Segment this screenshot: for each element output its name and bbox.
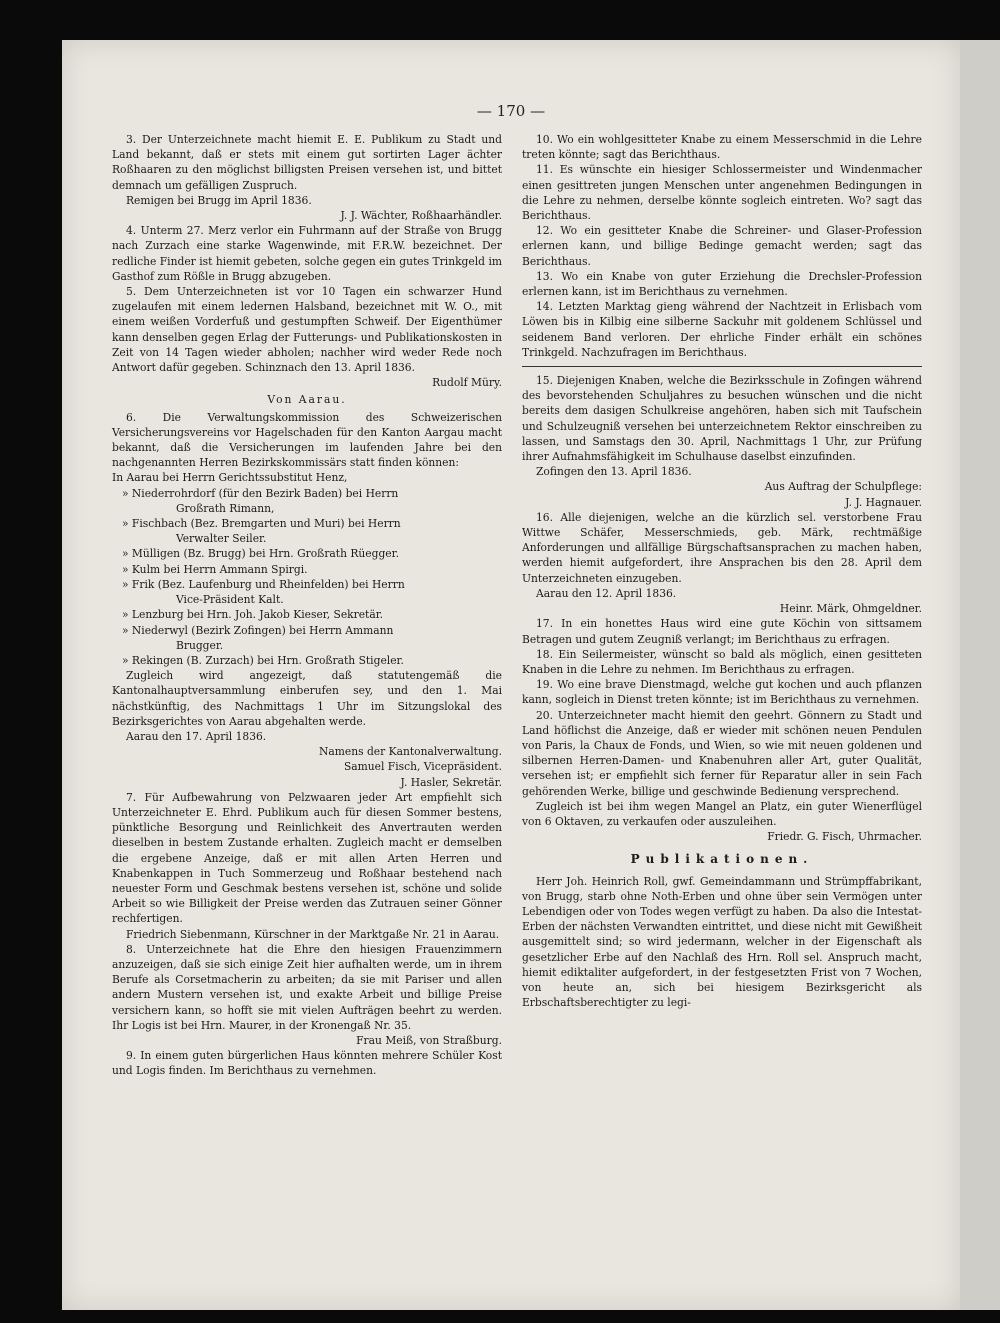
location-line: » Fischbach (Bez. Bremgarten und Muri) bei Herrn <box>122 517 401 531</box>
notice-13: 13. Wo ein Knabe von guter Erziehung die Drechsler-Profession erlernen kann, ist im Berichthaus zu vernehmen. <box>522 269 922 299</box>
notice-8-signature: Frau Meiß, von Straßburg. <box>356 1033 502 1047</box>
notice-16: 16. Alle diejenigen, welche an die kürzlich sel. verstorbene Frau Wittwe Schäfer, Messerschmieds, geb. Märk, rechtmäßige Anforderungen und allfällige Bürgschaftsansprachen zu machen haben, werden hiemit aufgefordert, ihre Ansprachen bis den 28. April dem Unterzeichneten einzugeben. <box>522 510 922 585</box>
notice-12: 12. Wo ein gesitteter Knabe die Schreiner- und Glaser-Profession erlernen kann, und billige Bedinge gemacht werden; sagt das Berichthaus. <box>522 224 922 268</box>
notice-15-signature: J. J. Hagnauer. <box>845 495 922 509</box>
notice-6-closing: Zugleich wird angezeigt, daß statutengemäß die Kantonalhauptversammlung einberufen sey, und den 1. Mai nächstkünftig, des Nachmittags 1 Uhr im Sitzungslokal des Bezirksgerichtes von Aarau abgehalten werde. <box>112 669 502 728</box>
notice-19: 19. Wo eine brave Dienstmagd, welche gut kochen und auch pflanzen kann, sogleich in Dienst treten könnte; ist im Berichthaus zu vernehmen. <box>522 678 922 707</box>
document-page <box>62 40 960 1310</box>
notice-6-signature: Namens der Kantonalverwaltung. <box>319 745 502 759</box>
notice-16-date: Aarau den 12. April 1836. <box>536 586 677 600</box>
notice-16-signature: Heinr. Märk, Ohmgeldner. <box>779 602 922 616</box>
notice-18: 18. Ein Seilermeister, wünscht so bald als möglich, einen gesitteten Knaben in die Lehre zu nehmen. Im Berichthaus zu erfragen. <box>522 647 922 676</box>
notice-6-in-aarau: In Aarau bei Herrn Gerichtssubstitut Henz, <box>112 471 348 485</box>
adjacent-page-edge <box>960 40 1000 1310</box>
location-line: Brugger. <box>176 638 224 652</box>
notice-20-extra: Zugleich ist bei ihm wegen Mangel an Platz, ein guter Wienerflügel von 6 Oktaven, zu verkaufen oder auszuleihen. <box>522 799 922 828</box>
section-von-aarau: Von Aarau. <box>267 393 347 407</box>
section-divider <box>522 366 922 367</box>
notice-6-signature: Samuel Fisch, Vicepräsident. <box>343 760 502 774</box>
notice-3: 3. Der Unterzeichnete macht hiemit E. E. Publikum zu Stadt und Land bekannt, daß er stets mit einem gut sortirten Lager ächter Roßhaaren zu den möglichst billigsten Preisen versehen ist, und bittet demnach um gefälligen Zuspruch. <box>112 133 502 192</box>
notice-5: 5. Dem Unterzeichneten ist vor 10 Tagen ein schwarzer Hund zugelaufen mit einem ledernen Halsband, bezeichnet mit W. O., mit einem weißen Vorderfuß und gestumpften Schweif. Der Eigenthümer kann denselben gegen Erlag der Futterungs- und Publikationskosten in Zeit von 14 Tagen wieder abholen; nachher wird weder Rede noch Antwort dafür gegeben. Schinznach den 13. April 1836. <box>112 285 502 375</box>
page-number: — 170 — <box>476 102 546 120</box>
notice-15: 15. Diejenigen Knaben, welche die Bezirksschule in Zofingen während des bevorstehenden Schuljahres zu besuchen wünschen und die nicht bereits dem dasigen Schulkreise angehören, haben sich mit Taufschein und Schulzeugniß versehen bei unterzeichnetem Rektor einschreiben zu lassen, und Samstags den 30. April, Nachmittags 1 Uhr, zur Prüfung ihrer Aufnahmsfähigkeit im Schulhause daselbst einzufinden. <box>522 374 922 464</box>
notice-9: 9. In einem guten bürgerlichen Haus könnten mehrere Schüler Kost und Logis finden. Im Berichthaus zu vernehmen. <box>112 1049 502 1078</box>
location-line: » Frik (Bez. Laufenburg und Rheinfelden) bei Herrn <box>122 577 405 591</box>
notice-3-date: Remigen bei Brugg im April 1836. <box>126 193 312 207</box>
location-line: » Rekingen (B. Zurzach) bei Hrn. Großrath Stigeler. <box>122 653 404 667</box>
location-line: » Niederrohrdorf (für den Bezirk Baden) bei Herrn <box>122 486 399 500</box>
notice-7: 7. Für Aufbewahrung von Pelzwaaren jeder Art empfiehlt sich Unterzeichneter E. Ehrd. Publikum auch für diesen Sommer bestens, pünktliche Besorgung und Reinlichkeit des Anvertrauten werden dieselben in bestem Zustande erhalten. Zugleich macht er demselben die ergebene Anzeige, daß er mit allen Arten Herren und Knabenkappen in Tuch Sommerzeug und Roßhaar bestehend nach neuester Form und Geschmak bestens versehen ist, schöne und solide Arbeit so wie Billigkeit der Preise werden das Zutrauen seiner Gönner rechfertigen. <box>112 790 502 926</box>
notice-15-date: Zofingen den 13. April 1836. <box>536 465 692 479</box>
location-line: » Niederwyl (Bezirk Zofingen) bei Herrn Ammann <box>122 623 394 637</box>
notice-20: 20. Unterzeichneter macht hiemit den geehrt. Gönnern zu Stadt und Land höflichst die Anzeige, daß er wieder mit schönen neuen Pendulen von Paris, la Chaux de Fonds, und Wien, so wie mit neuen goldenen und silbernen Herren-Damen- und Knabenuhren aller Art, guter Qualität, versehen ist; er empfiehlt sich ferner für Reparatur aller in sein Fach gehörenden Werke, billige und geschwinde Bedienung versprechend. <box>522 708 922 798</box>
location-line: Großrath Rimann, <box>176 501 275 515</box>
location-line: » Lenzburg bei Hrn. Joh. Jakob Kieser, Sekretär. <box>122 608 384 622</box>
right-column <box>522 132 922 1010</box>
notice-11: 11. Es wünschte ein hiesiger Schlossermeister und Windenmacher einen gesittreten jungen Menschen unter angenehmen Bedingungen in die Lehre zu nehmen, derselbe könnte sogleich eintreten. Wo? sagt das Berichthaus. <box>522 163 922 223</box>
location-line: Verwalter Seiler. <box>176 532 267 546</box>
notice-6-signature: J. Hasler, Sekretär. <box>400 775 502 789</box>
notice-15-signature: Aus Auftrag der Schulpflege: <box>764 480 922 494</box>
notice-6-date: Aarau den 17. April 1836. <box>126 729 267 743</box>
notice-8: 8. Unterzeichnete hat die Ehre den hiesigen Frauenzimmern anzuzeigen, daß sie sich einige Zeit hier aufhalten werde, um in ihrem Berufe als Corsetmacherin zu arbeiten; da sie mit Pariser und allen andern Mustern versehen ist, und exakte Arbeit und billige Preise versichern kann, so hofft sie mit vielen Aufträgen beehrt zu werden. Ihr Logis ist bei Hrn. Maurer, in der Kronengaß Nr. 35. <box>112 942 502 1032</box>
notice-14: 14. Letzten Marktag gieng während der Nachtzeit in Erlisbach vom Löwen bis in Kilbig eine silberne Sackuhr mit goldenem Schlüssel und seidenem Band verloren. Der ehrliche Finder erhält ein schönes Trinkgeld. Nachzufragen im Berichthaus. <box>522 300 922 359</box>
left-column <box>112 132 502 1079</box>
notice-20-signature: Friedr. G. Fisch, Uhrmacher. <box>767 830 922 844</box>
location-line: Vice-Präsident Kalt. <box>176 593 284 607</box>
notice-17: 17. In ein honettes Haus wird eine gute Köchin von sittsamem Betragen und gutem Zeugniß verlangt; im Berichthaus zu erfragen. <box>522 617 922 646</box>
notice-6: 6. Die Verwaltungskommission des Schweizerischen Versicherungsvereins vor Hagelschaden für den Kanton Aargau macht bekannt, daß die Versicherungen im laufenden Jahre bei den nachgenannten Herren Bezirkskommissärs statt finden können: <box>112 410 502 470</box>
notice-5-signature: Rudolf Müry. <box>432 376 502 390</box>
location-line: » Mülligen (Bz. Brugg) bei Hrn. Großrath Rüegger. <box>122 547 399 561</box>
notice-10: 10. Wo ein wohlgesitteter Knabe zu einem Messerschmid in die Lehre treten könnte; sagt das Berichthaus. <box>522 133 922 162</box>
publikation-roll: Herr Joh. Heinrich Roll, gwf. Gemeindammann und Strümpffabrikant, von Brugg, starb ohne Noth-Erben und ohne über sein Vermögen unter Lebendigen oder von Todes wegen verfügt zu haben. Da also die Intestat-Erben der nächsten Verwandten eintrittet, und diese nicht mit Gewißheit ausgemittelt sind; so wird jedermann, welcher in der Eigenschaft als gesetzlicher Erbe auf den Nachlaß des Hrn. Roll sel. Anspruch macht, hiemit ediktaliter aufgefordert, in der festgesetzten Frist von 7 Wochen, von heute an, sich bei hiesigem Bezirksgericht als Erbschaftsberechtigter zu legi- <box>522 874 922 1010</box>
location-line: » Kulm bei Herrn Ammann Spirgi. <box>122 562 308 576</box>
notice-7-signature: Friedrich Siebenmann, Kürschner in der Marktgaße Nr. 21 in Aarau. <box>126 927 500 941</box>
notice-3-signature: J. J. Wächter, Roßhaarhändler. <box>340 209 502 223</box>
notice-4: 4. Unterm 27. Merz verlor ein Fuhrmann auf der Straße von Brugg nach Zurzach eine starke Wagenwinde, mit F.R.W. bezeichnet. Der redliche Finder ist hiemit gebeten, solche gegen ein gutes Trinkgeld im Gasthof zum Rößle in Brugg abzugeben. <box>112 224 502 283</box>
publikationen-heading: Publikationen. <box>630 852 814 867</box>
